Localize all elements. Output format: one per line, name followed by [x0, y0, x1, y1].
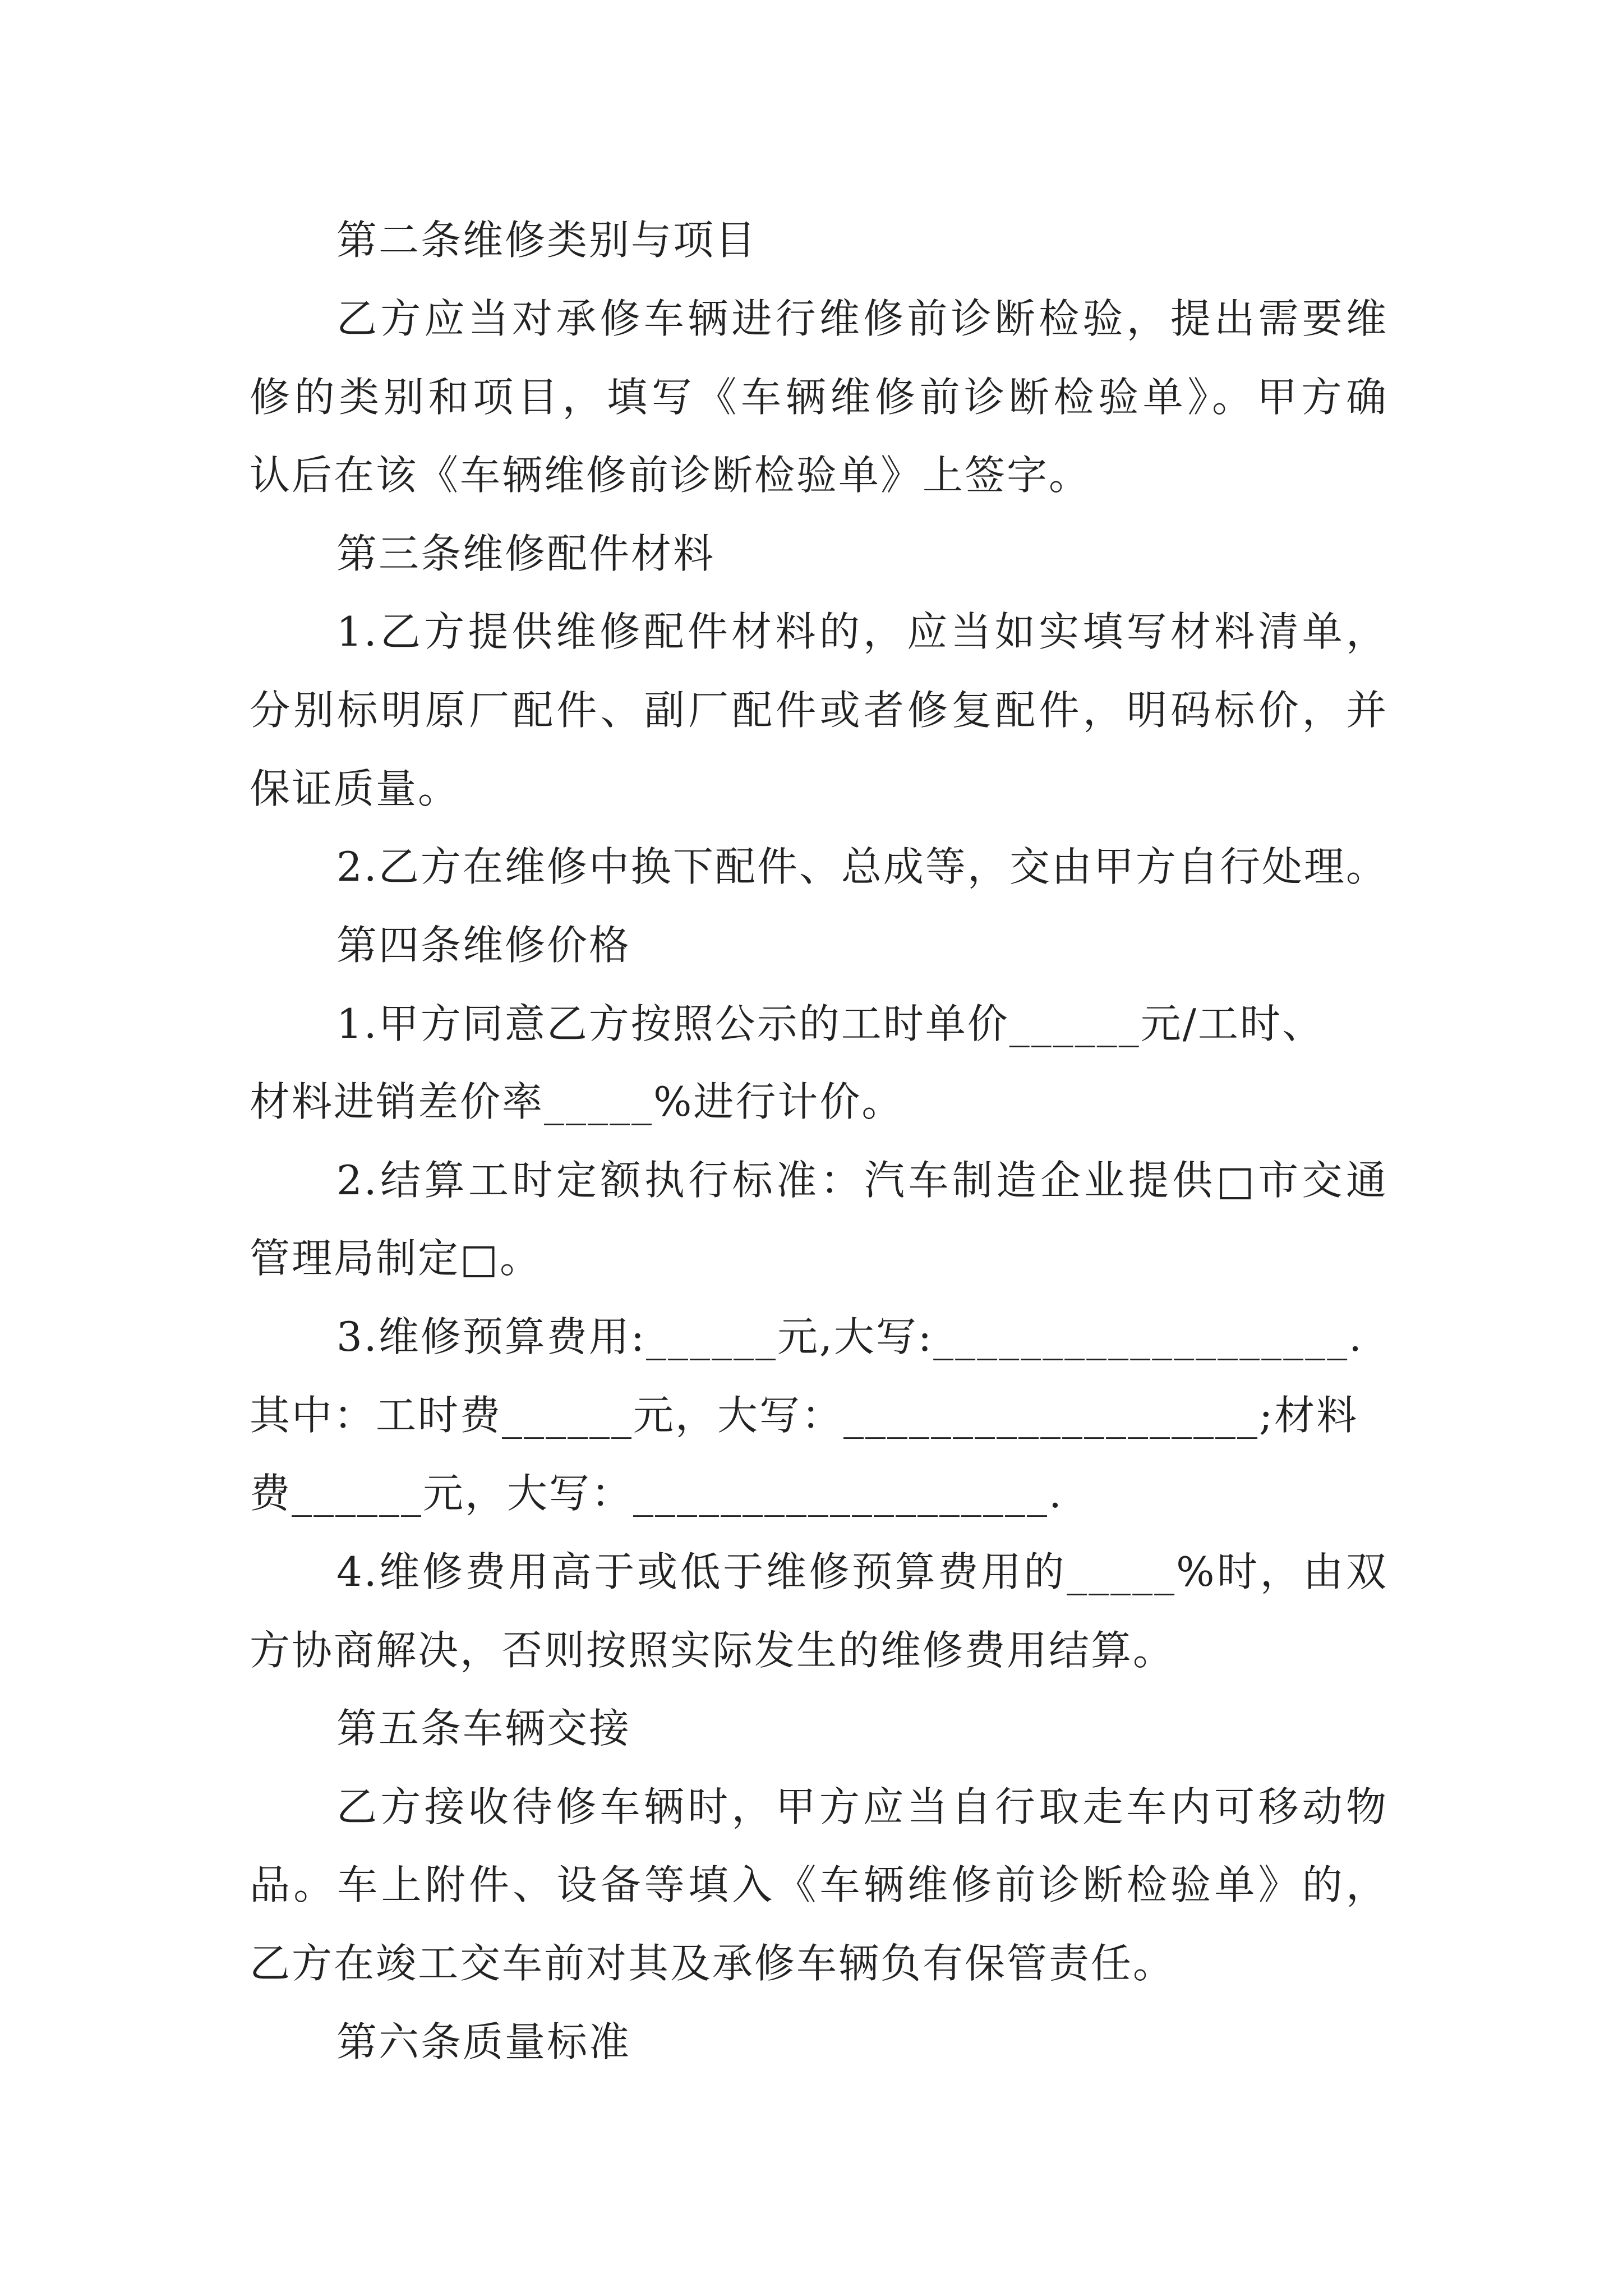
- paragraph-line: 1.甲方同意乙方按照公示的工时单价______元/工时、: [336, 1000, 1324, 1047]
- paragraph-line: 材料进销差价率_____%进行计价。: [250, 1078, 904, 1125]
- paragraph-line: 修的类别和项目，填写《车辆维修前诊断检验单》。甲方确: [250, 374, 1388, 421]
- paragraph-line: 认后在该《车辆维修前诊断检验单》上签字。: [250, 452, 1091, 499]
- paragraph-line: 其中：工时费______元，大写：___________________;材料: [250, 1392, 1359, 1439]
- paragraph-line: 2.结算工时定额执行标准：汽车制造企业提供□市交通: [336, 1157, 1388, 1204]
- heading-article-6: 第六条质量标准: [336, 2018, 631, 2065]
- paragraph-line: 4.维修费用高于或低于维修预算费用的_____%时，由双: [336, 1548, 1388, 1595]
- paragraph-line: 管理局制定□。: [250, 1235, 542, 1282]
- paragraph-line: 乙方接收待修车辆时，甲方应当自行取走车内可移动物: [336, 1783, 1388, 1830]
- heading-article-2: 第二条维修类别与项目: [336, 217, 758, 264]
- heading-article-4: 第四条维修价格: [336, 922, 631, 969]
- paragraph-line: 2.乙方在维修中换下配件、总成等，交由甲方自行处理。: [336, 843, 1388, 890]
- heading-article-5: 第五条车辆交接: [336, 1705, 631, 1752]
- heading-article-3: 第三条维修配件材料: [336, 530, 716, 577]
- paragraph-line: 乙方应当对承修车辆进行维修前诊断检验，提出需要维: [336, 295, 1388, 342]
- paragraph-line: 分别标明原厂配件、副厂配件或者修复配件，明码标价，并: [250, 687, 1388, 734]
- paragraph-line: 3.维修预算费用:______元,大写:___________________.: [336, 1313, 1363, 1360]
- paragraph-line: 保证质量。: [250, 765, 460, 812]
- paragraph-line: 乙方在竣工交车前对其及承修车辆负有保管责任。: [250, 1940, 1175, 1987]
- paragraph-line: 费______元，大写：___________________.: [250, 1470, 1063, 1517]
- paragraph-line: 1.乙方提供维修配件材料的，应当如实填写材料清单，: [336, 608, 1388, 655]
- paragraph-line: 方协商解决，否则按照实际发生的维修费用结算。: [250, 1627, 1175, 1674]
- paragraph-line: 品。车上附件、设备等填入《车辆维修前诊断检验单》的，: [250, 1861, 1388, 1908]
